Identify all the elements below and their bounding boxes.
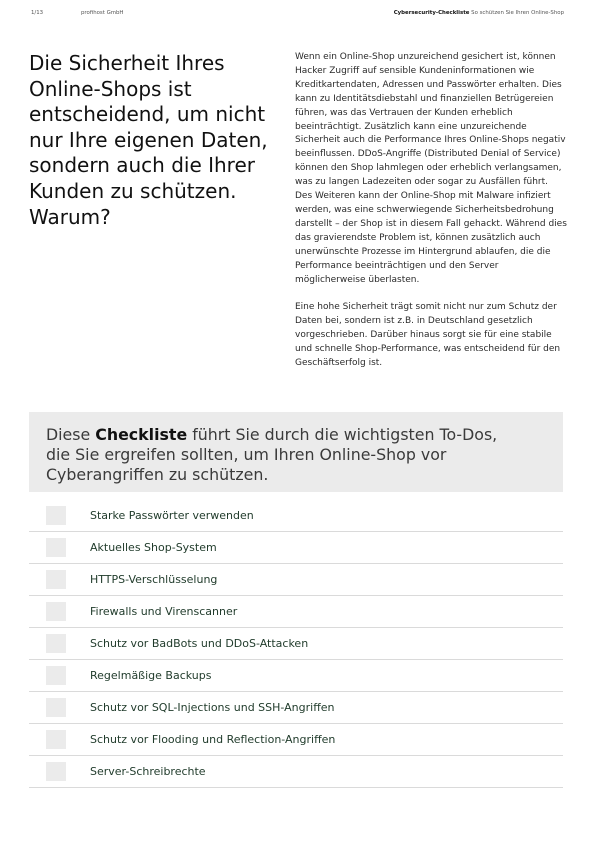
checkbox[interactable] [46, 538, 66, 557]
checkbox[interactable] [46, 602, 66, 621]
checklist-item [29, 500, 563, 532]
document-title [394, 10, 564, 16]
callout-prefix: Diese [46, 425, 96, 444]
checkbox[interactable] [46, 730, 66, 749]
page-number: 1/13 [31, 10, 44, 16]
checkbox[interactable] [46, 570, 66, 589]
checklist-item [29, 692, 563, 724]
checklist-item [29, 628, 563, 660]
checklist-item [29, 756, 563, 788]
checklist-item-label: HTTPS-Verschlüsselung [90, 573, 218, 586]
checklist-item-label: Starke Passwörter verwenden [90, 509, 254, 522]
checklist-item [29, 724, 563, 756]
checklist-item [29, 596, 563, 628]
checklist-item-label: Schutz vor Flooding und Reflection-Angriffen [90, 733, 336, 746]
checklist-item-label: Regelmäßige Backups [90, 669, 212, 682]
callout-bold: Checkliste [95, 425, 188, 444]
checklist-item-label: Server-Schreibrechte [90, 765, 206, 778]
checklist-item [29, 532, 563, 564]
checkbox[interactable] [46, 666, 66, 685]
callout-text [46, 425, 516, 486]
checkbox[interactable] [46, 762, 66, 781]
intro-text [295, 51, 567, 385]
intro-paragraph-1: Wenn ein Online-Shop unzureichend gesichert ist, können Hacker Zugriff auf sensible Kundeninformationen wie Kreditkartendaten, Adressen und Passwörter erhalten. Dies kann zu Identitätsdiebstahl und finanziellen Betrügereien führen, was das Vertrauen der Kunden erheblich beeinträchtigt. Zusätzlich kann eine unzureichende Sicherheit auch die Performance Ihres Online-Shops negativ beeinflussen. DDoS-Angriffe (Distributed Denial of Service) können den Shop lahmlegen oder erheblich verlangsamen, was zu langen Ladezeiten oder sogar zu Ausfällen führt. Des Weiteren kann der Online-Shop mit Malware infiziert werden, was eine schwerwiegende Sicherheitsbedrohung darstellt – der Shop ist in diesem Fall gehackt. Während dies das gravierendste Problem ist, können zusätzlich auch unerwünschte Prozesse im Hintergrund ablaufen, die die Performance beeinträchtigen und den Server möglicherweise überlasten. [295, 52, 567, 285]
checklist-item-label: Schutz vor BadBots und DDoS-Attacken [90, 637, 309, 650]
page-headline: Die Sicherheit Ihres Online-Shops ist entscheidend, um nicht nur Ihre eigenen Daten, sondern auch die Ihrer Kunden zu schützen. Warum? [29, 51, 268, 229]
intro-paragraph-2: Eine hohe Sicherheit trägt somit nicht nur zum Schutz der Daten bei, sondern ist z.B. in Deutschland gesetzlich vorgeschrieben. Darüber hinaus sorgt sie für eine stabile und schnelle Shop-Performance, was entscheidend für den Geschäftserfolg ist. [295, 302, 561, 368]
callout-suffix: führt Sie durch die wichtigsten To-Dos, die Sie ergreifen sollten, um Ihren Online-Shop vor Cyberangriffen zu schützen. [46, 425, 498, 485]
security-checklist [29, 500, 563, 788]
checkbox[interactable] [46, 634, 66, 653]
page-header [0, 10, 595, 20]
checkbox[interactable] [46, 698, 66, 717]
document-title-bold: Cybersecurity-Checkliste [393, 10, 470, 16]
checklist-item [29, 564, 563, 596]
checkbox[interactable] [46, 506, 66, 525]
checklist-item [29, 660, 563, 692]
company-name: profihost GmbH [81, 10, 124, 16]
checklist-item-label: Aktuelles Shop-System [90, 541, 217, 554]
document-subtitle: So schützen Sie Ihren Online-Shop [471, 10, 564, 16]
checklist-item-label: Schutz vor SQL-Injections und SSH-Angriffen [90, 701, 335, 714]
checklist-item-label: Firewalls und Virenscanner [90, 605, 238, 618]
checklist-callout [29, 412, 563, 492]
